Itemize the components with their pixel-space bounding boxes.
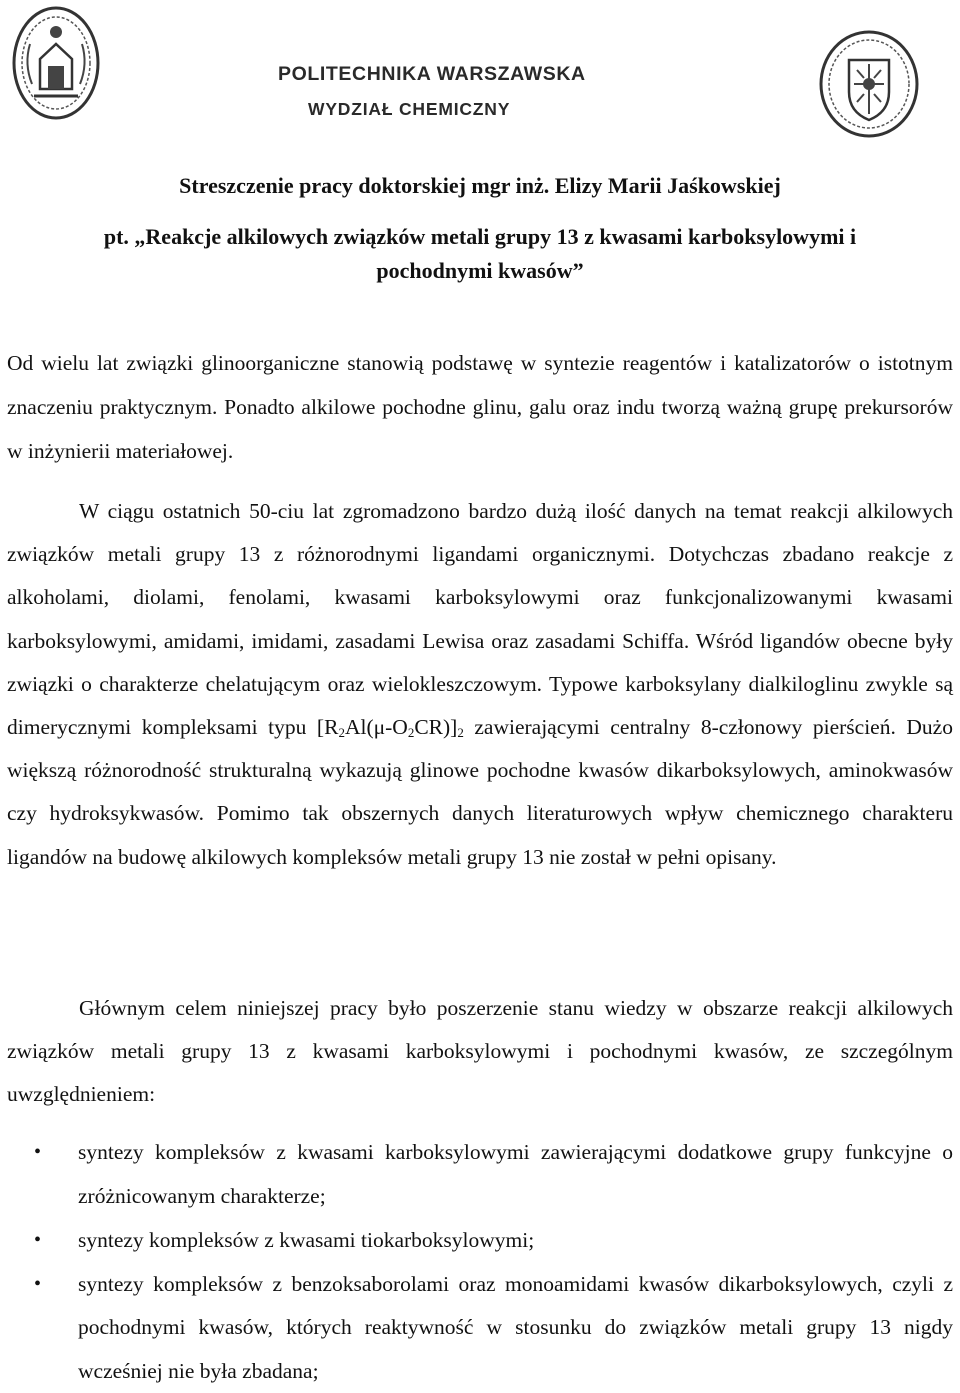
paragraph-literature-text-4: zawierającymi centralny 8-członowy pierścień. Dużo większą różnorodność strukturalną wykazują glinowe pochodne kwasów dikarboksylowych, aminokwasów czy hydroksykwasów. Pomimo tak obszernych danych literaturowych wpływ chemicznego charakteru ligandów na budowę alkilowych kompleksów metali grupy 13 nie został w pełni opisany. <box>7 715 953 869</box>
letterhead <box>0 0 960 140</box>
paragraph-goal: Głównym celem niniejszej pracy było poszerzenie stanu wiedzy w obszarze reakcji alkilowych związków metali grupy 13 z kwasami karboksylowymi i pochodnymi kwasów, ze szczególnym uwzględnieniem: <box>7 987 953 1117</box>
faculty-crest-icon <box>816 22 922 140</box>
bullet-icon: • <box>34 1263 41 1307</box>
subscript-2: 2 <box>457 725 464 740</box>
paragraph-literature-text-3: CR)] <box>414 715 457 739</box>
list-item <box>0 1219 960 1263</box>
paragraph-intro: Od wielu lat związki glinoorganiczne stanowią podstawę w syntezie reagentów i katalizatorów o istotnym znaczeniu praktycznym. Ponadto alkilowe pochodne glinu, galu oraz indu tworzą ważną grupę prekursorów w inżynierii materiałowej. <box>7 341 953 473</box>
list-item <box>0 1263 960 1393</box>
subscript-2: 2 <box>408 725 415 740</box>
list-item-text: syntezy kompleksów z kwasami tiokarboksylowymi; <box>78 1228 534 1252</box>
subscript-2: 2 <box>338 725 345 740</box>
paragraph-literature-text-1: W ciągu ostatnich 50-ciu lat zgromadzono bardzo dużą ilość danych na temat reakcji alkilowych związków metali grupy 13 z różnorodnymi ligandami organicznymi. Dotychczas zbadano reakcje z alkoholami, diolami, fenolami, kwasami karboksylowymi oraz funkcjonalizowanymi kwasami karboksylowymi, amidami, imidami, zasadami Lewisa oraz zasadami Schiffa. Wśród ligandów obecne były związki o charakterze chelatującym oraz wielokleszczowym. Typowe karboksylany dialkiloglinu zwykle są dimerycznymi kompleksami typu [R <box>7 499 953 739</box>
paragraph-literature-text-2: Al(μ-O <box>345 715 408 739</box>
paragraph-literature <box>7 490 953 879</box>
list-item-text: syntezy kompleksów z benzoksaborolami oraz monoamidami kwasów dikarboksylowych, czyli z pochodnymi kwasów, których reaktywność w stosunku do związków metali grupy 13 nigdy wcześniej nie była zbadana; <box>78 1272 953 1383</box>
list-item-text: syntezy kompleksów z kwasami karboksylowymi zawierającymi dodatkowe grupy funkcyjne o zróżnicowanym charakterze; <box>78 1140 953 1208</box>
bullet-icon: • <box>34 1131 41 1175</box>
goal-bullet-list <box>0 1131 960 1393</box>
bullet-icon: • <box>34 1219 41 1263</box>
university-seal-icon <box>10 4 102 122</box>
title-line-1: Streszczenie pracy doktorskiej mgr inż. Elizy Marii Jaśkowskiej <box>0 173 960 199</box>
title-line-2: pt. „Reakcje alkilowych związków metali grupy 13 z kwasami karboksylowymi i <box>0 224 960 250</box>
title-line-3: pochodnymi kwasów” <box>0 258 960 284</box>
university-name: POLITECHNIKA WARSZAWSKA <box>278 63 678 86</box>
faculty-name: WYDZIAŁ CHEMICZNY <box>308 99 668 120</box>
list-item <box>0 1131 960 1218</box>
